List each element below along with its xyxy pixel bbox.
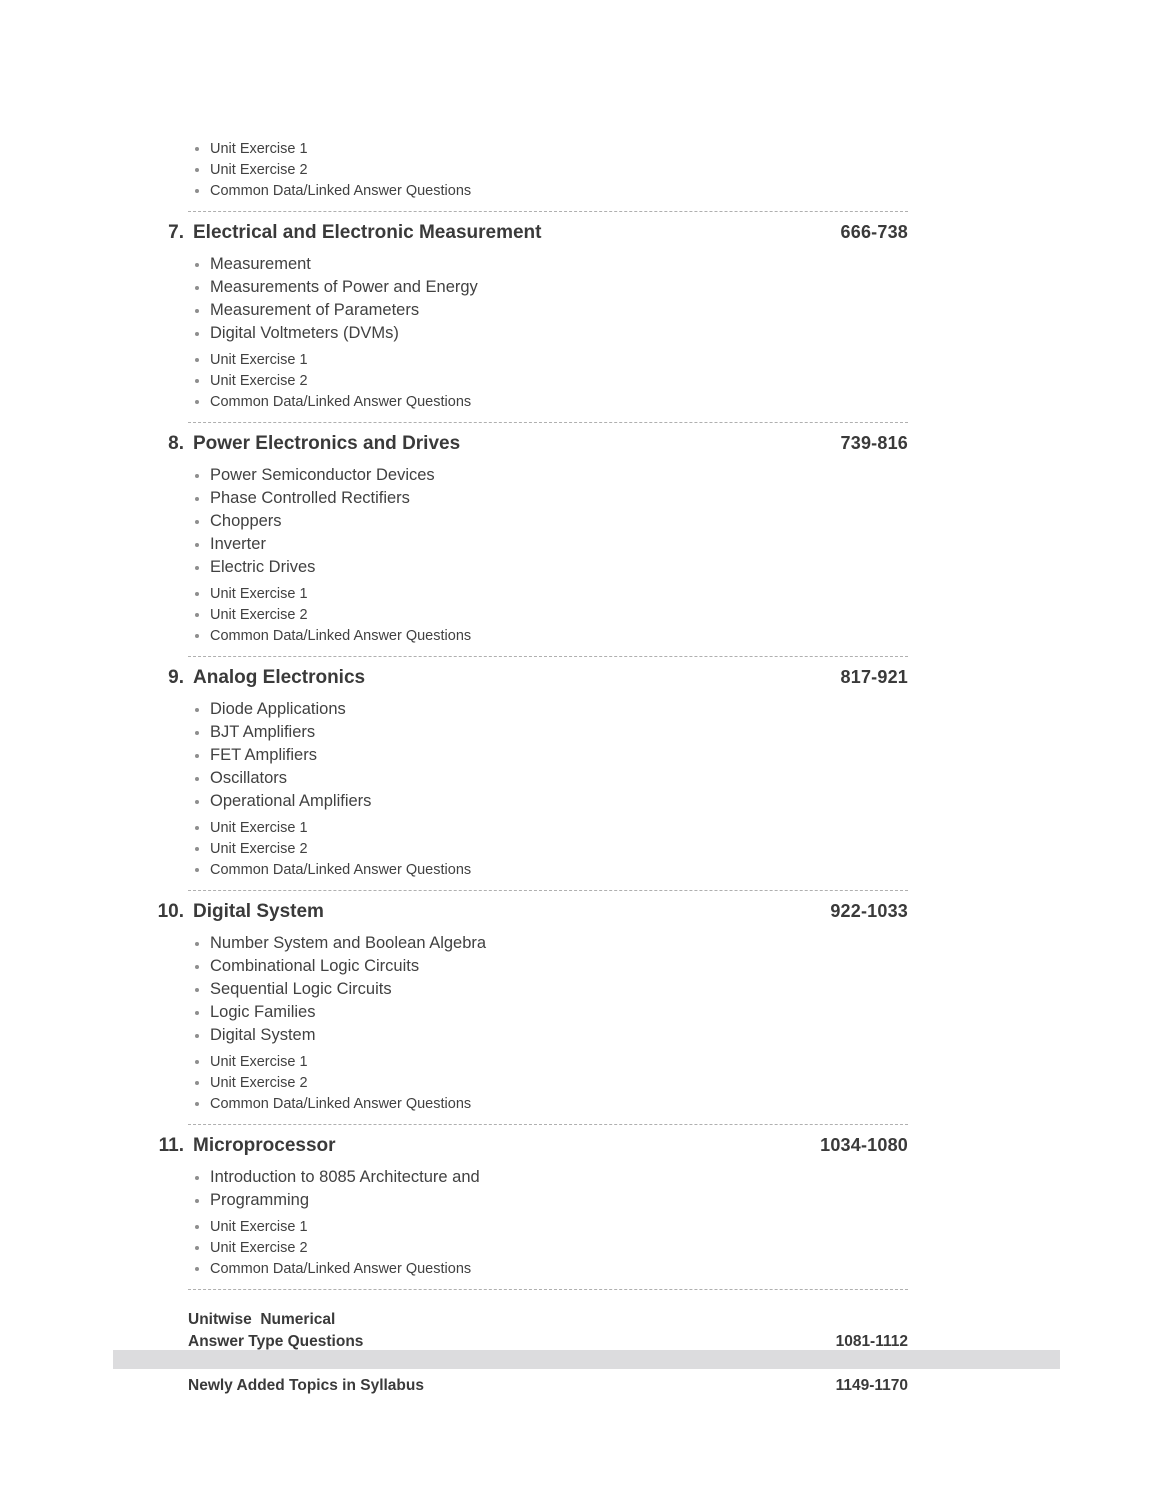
exercise-item <box>195 818 908 839</box>
bullet-icon <box>195 358 199 362</box>
bullet-icon <box>195 1034 199 1038</box>
exercise-item <box>195 1052 908 1073</box>
topic-label: Programming <box>210 1191 310 1209</box>
topic-item <box>195 299 908 322</box>
exercise-label: Common Data/Linked Answer Questions <box>210 628 472 644</box>
section-heading <box>150 1134 908 1157</box>
bullet-icon <box>195 613 199 617</box>
topic-list <box>150 1166 908 1212</box>
topic-item <box>195 556 908 579</box>
section-separator <box>188 1124 908 1125</box>
topic-label: Measurements of Power and Energy <box>210 278 478 296</box>
carryover-exercise-list <box>150 139 908 202</box>
topic-label: Electric Drives <box>210 558 316 576</box>
footer-entry-line: Answer Type Questions <box>188 1333 364 1350</box>
topic-label: Oscillators <box>210 769 288 787</box>
topic-label: Measurement <box>210 255 311 273</box>
exercise-item <box>195 1217 908 1238</box>
exercise-item <box>195 839 908 860</box>
toc-section <box>150 666 908 891</box>
topic-item <box>195 1189 908 1212</box>
exercise-label: Unit Exercise 1 <box>210 1219 308 1235</box>
toc-section <box>150 221 908 423</box>
bullet-icon <box>195 847 199 851</box>
bullet-icon <box>195 520 199 524</box>
exercise-label: Common Data/Linked Answer Questions <box>210 862 472 878</box>
topic-item <box>195 276 908 299</box>
bullet-icon <box>195 965 199 969</box>
bullet-icon <box>195 708 199 712</box>
section-title: Digital System <box>193 901 324 922</box>
exercise-label: Unit Exercise 1 <box>210 586 308 602</box>
topic-label: Diode Applications <box>210 700 346 718</box>
section-title: Microprocessor <box>193 1135 336 1156</box>
topic-label: Measurement of Parameters <box>210 301 420 319</box>
topic-label: Sequential Logic Circuits <box>210 980 392 998</box>
section-heading <box>150 221 908 244</box>
section-separator <box>188 890 908 891</box>
topic-label: Phase Controlled Rectifiers <box>210 489 410 507</box>
exercise-label: Unit Exercise 2 <box>210 1240 308 1256</box>
topic-label: Combinational Logic Circuits <box>210 957 420 975</box>
exercise-item <box>195 350 908 371</box>
bullet-icon <box>195 286 199 290</box>
toc-section <box>150 1134 908 1290</box>
exercise-label: Unit Exercise 2 <box>210 1075 308 1091</box>
exercise-label: Unit Exercise 2 <box>210 373 308 389</box>
exercise-item <box>195 160 908 181</box>
section-separator <box>188 422 908 423</box>
exercise-item <box>195 392 908 413</box>
topic-item <box>195 767 908 790</box>
exercise-item <box>195 181 908 202</box>
topic-label: Logic Families <box>210 1003 316 1021</box>
footer-entry-line: Unitwise Numerical <box>188 1311 336 1328</box>
topic-list <box>150 932 908 1047</box>
footer-entry-line: Newly Added Topics in Syllabus <box>188 1377 424 1394</box>
bullet-icon <box>195 942 199 946</box>
bullet-icon <box>195 168 199 172</box>
exercise-list <box>150 818 908 881</box>
topic-item <box>195 978 908 1001</box>
bullet-icon <box>195 543 199 547</box>
topic-item <box>195 1001 908 1024</box>
bullet-icon <box>195 826 199 830</box>
exercise-label: Common Data/Linked Answer Questions <box>210 1096 472 1112</box>
bullet-icon <box>195 592 199 596</box>
section-separator <box>188 1289 908 1290</box>
exercise-label: Unit Exercise 1 <box>210 352 308 368</box>
bullet-icon <box>195 400 199 404</box>
section-number: 8. <box>168 433 184 454</box>
topic-item <box>195 464 908 487</box>
exercise-item <box>195 584 908 605</box>
section-title: Electrical and Electronic Measurement <box>193 222 542 243</box>
bullet-icon <box>195 1176 199 1180</box>
topic-item <box>195 698 908 721</box>
topic-item <box>195 744 908 767</box>
footer-entry <box>188 1375 908 1397</box>
exercise-item <box>195 1238 908 1259</box>
exercise-item <box>195 139 908 160</box>
section-page-range: 1034-1080 <box>820 1135 908 1155</box>
section-separator <box>188 211 908 212</box>
exercise-item <box>195 860 908 881</box>
exercise-label: Unit Exercise 1 <box>210 141 308 157</box>
exercise-label: Common Data/Linked Answer Questions <box>210 1261 472 1277</box>
toc-section <box>150 900 908 1125</box>
bullet-icon <box>195 1267 199 1271</box>
bullet-icon <box>195 1011 199 1015</box>
exercise-item <box>195 626 908 647</box>
bullet-icon <box>195 868 199 872</box>
exercise-item <box>195 1094 908 1115</box>
bullet-icon <box>195 263 199 267</box>
topic-item <box>195 1024 908 1047</box>
exercise-list <box>150 1052 908 1115</box>
exercise-label: Common Data/Linked Answer Questions <box>210 394 472 410</box>
exercise-list <box>150 350 908 413</box>
exercise-label: Unit Exercise 2 <box>210 607 308 623</box>
topic-item <box>195 790 908 813</box>
topic-label: Inverter <box>210 535 266 553</box>
exercise-label: Unit Exercise 1 <box>210 820 308 836</box>
topic-label: Power Semiconductor Devices <box>210 466 435 484</box>
bullet-icon <box>195 731 199 735</box>
section-heading <box>150 900 908 923</box>
footer-entry-label <box>188 1309 836 1353</box>
exercise-item <box>195 1073 908 1094</box>
exercise-item <box>195 371 908 392</box>
section-heading <box>150 666 908 689</box>
topic-label: Digital Voltmeters (DVMs) <box>210 324 399 342</box>
bullet-icon <box>195 777 199 781</box>
page-footer-bar <box>113 1350 1060 1369</box>
toc-sections <box>150 221 908 1290</box>
bullet-icon <box>195 1199 199 1203</box>
section-number: 11. <box>158 1135 184 1156</box>
section-heading <box>150 432 908 455</box>
bullet-icon <box>195 800 199 804</box>
section-page-range: 817-921 <box>840 667 908 687</box>
exercise-list <box>150 584 908 647</box>
footer-entry-pages: 1081-1112 <box>835 1333 908 1350</box>
bullet-icon <box>195 189 199 193</box>
section-number: 7. <box>168 222 184 243</box>
section-title: Power Electronics and Drives <box>193 433 461 454</box>
topic-item <box>195 487 908 510</box>
topic-label: Operational Amplifiers <box>210 792 372 810</box>
topic-item <box>195 253 908 276</box>
bullet-icon <box>195 309 199 313</box>
exercise-label: Unit Exercise 1 <box>210 1054 308 1070</box>
topic-item <box>195 1166 908 1189</box>
bullet-icon <box>195 1102 199 1106</box>
bullet-icon <box>195 566 199 570</box>
bullet-icon <box>195 497 199 501</box>
section-page-range: 922-1033 <box>830 901 908 921</box>
bullet-icon <box>195 634 199 638</box>
bullet-icon <box>195 1225 199 1229</box>
section-title: Analog Electronics <box>193 667 366 688</box>
exercise-label: Unit Exercise 2 <box>210 841 308 857</box>
bullet-icon <box>195 988 199 992</box>
topic-label: FET Amplifiers <box>210 746 317 764</box>
exercise-label: Common Data/Linked Answer Questions <box>210 183 472 199</box>
toc-content <box>150 134 908 1397</box>
topic-item <box>195 932 908 955</box>
topic-item <box>195 510 908 533</box>
topic-label: Choppers <box>210 512 282 530</box>
section-separator <box>188 656 908 657</box>
topic-list <box>150 698 908 813</box>
topic-label: Introduction to 8085 Architecture and <box>210 1168 480 1186</box>
section-number: 9. <box>168 667 184 688</box>
topic-label: Digital System <box>210 1026 316 1044</box>
bullet-icon <box>195 332 199 336</box>
bullet-icon <box>195 1060 199 1064</box>
topic-item <box>195 322 908 345</box>
section-number: 10. <box>157 901 184 922</box>
topic-list <box>150 253 908 345</box>
topic-label: Number System and Boolean Algebra <box>210 934 487 952</box>
bullet-icon <box>195 379 199 383</box>
bullet-icon <box>195 147 199 151</box>
exercise-item <box>195 605 908 626</box>
footer-entry <box>188 1309 908 1353</box>
topic-item <box>195 721 908 744</box>
topic-item <box>195 955 908 978</box>
bullet-icon <box>195 1246 199 1250</box>
toc-section <box>150 432 908 657</box>
section-page-range: 666-738 <box>840 222 908 242</box>
bullet-icon <box>195 754 199 758</box>
topic-list <box>150 464 908 579</box>
exercise-label: Unit Exercise 2 <box>210 162 308 178</box>
topic-item <box>195 533 908 556</box>
bullet-icon <box>195 1081 199 1085</box>
exercise-list <box>150 1217 908 1280</box>
footer-entry-pages: 1149-1170 <box>835 1377 908 1394</box>
exercise-item <box>195 1259 908 1280</box>
section-page-range: 739-816 <box>840 433 908 453</box>
footer-entry-label <box>188 1375 836 1397</box>
topic-label: BJT Amplifiers <box>210 723 316 741</box>
bullet-icon <box>195 474 199 478</box>
